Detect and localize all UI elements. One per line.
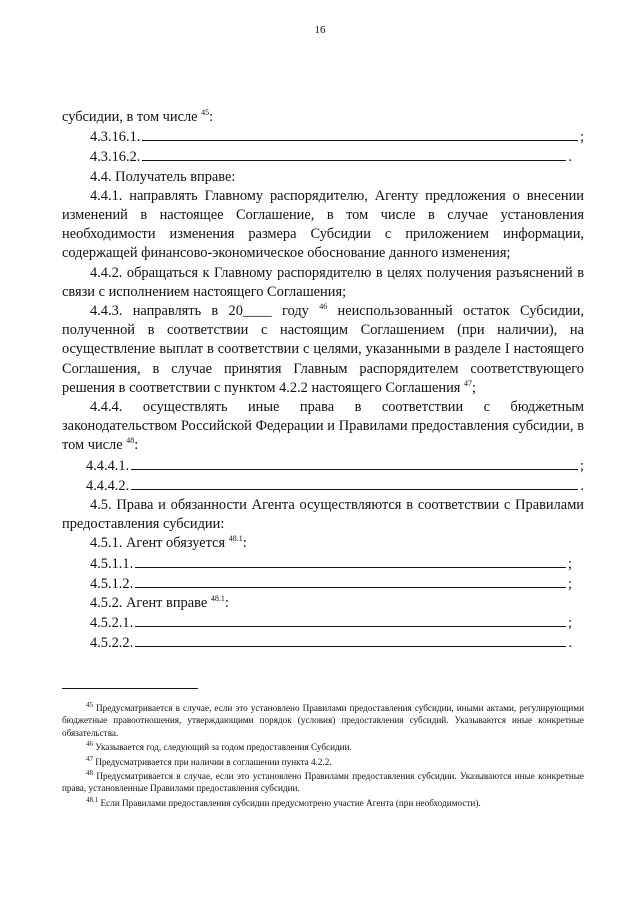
clause-4-5-2: 4.5.2. Агент вправе $^{48.1}$: (90, 594, 229, 612)
clause-4-4-4-2: 4.4.4.2. . (86, 477, 584, 494)
footnote-number: 48 (86, 769, 93, 778)
blank-line (135, 574, 566, 588)
footnote-separator (62, 688, 198, 689)
clause-4-5-1: 4.5.1. Агент обязуется $^{48.1}$: (90, 534, 247, 552)
footnote-number: 48.1 (86, 795, 99, 804)
blank-line (135, 613, 566, 627)
footnote-ref-48: 48 (126, 436, 135, 446)
footnote-number: 46 (86, 740, 93, 749)
clause-4-5-1-1: 4.5.1.1. ; (90, 555, 572, 572)
clause-4-5-1-2: 4.5.1.2. ; (90, 575, 572, 592)
footnote: $^{46}$ Указывается год, следующий за годом предоставления Субсидии. (86, 740, 352, 753)
footnote: $^{45}$ Предусматривается в случае, если это установлено Правилами предоставления субсидии, иными актами, регулирующими бюджетные правоотношения, утверждающими порядок (условия) предоставления субсидий. Указываются иные конкретные обязательства. (62, 701, 585, 738)
blank-line (142, 127, 578, 141)
blank-line (135, 554, 566, 568)
footnote-ref-48-1: 48.1 (210, 594, 225, 604)
footnote-number: 45 (86, 701, 93, 709)
footnote: $^{48.1}$ Если Правилами предоставления субсидии предусмотрено участие Агента (при необходимости). (86, 795, 481, 808)
clause-4-3-16-1: 4.3.16.1. ; (90, 129, 584, 146)
footnote-number: 47 (86, 754, 93, 763)
clause-4-4-3: 4.4.3. направлять в 20____ году $^{46}$ неиспользованный остаток Субсидии, полученной в соответствии с настоящим Соглашением (при наличии), на осуществление выплат в соответствии с целями, указанными в разделе I настоящего Соглашения, в случае принятия Главным распорядителем соответствующего решения в соответствии с пунктом 4.2.2 настоящего Соглашения $^{47}$; (62, 302, 584, 396)
clause-4-4-2: 4.4.2. обращаться к Главному распорядителю в целях получения разъяснений в связи с исполнением настоящего Соглашения; (62, 264, 584, 300)
clause-4-4-1: 4.4.1. направлять Главному распорядителю, Агенту предложения о внесении изменений в настоящее Соглашение, в том числе в случае установления необходимости изменения размера Субсидии с приложением информации, содержащей финансово-экономическое обоснование данного изменения; (62, 187, 584, 262)
clause-4-5-2-2: 4.5.2.2. . (90, 635, 572, 652)
page-number: 16 (314, 24, 326, 36)
blank-line (142, 147, 566, 161)
blank-line (131, 456, 578, 470)
blank-line (131, 476, 578, 490)
clause-4-5-2-1: 4.5.2.1. ; (90, 615, 572, 632)
blank-line (135, 633, 566, 647)
paragraph-subsidies: субсидии, в том числе $^{45}$: (62, 108, 214, 125)
footnote: $^{47}$ Предусматривается при наличии в соглашении пункта 4.2.2. (86, 754, 332, 767)
clause-4-4: 4.4. Получатель вправе: (90, 168, 236, 185)
clause-4-4-4-1: 4.4.4.1. ; (86, 457, 584, 474)
clause-4-5: 4.5. Права и обязанности Агента осуществляются в соответствии с Правилами предоставления субсидии: (62, 497, 584, 533)
clause-4-3-16-2: 4.3.16.2. . (90, 149, 572, 166)
footnote: $^{48}$ Предусматривается в случае, если это установлено Правилами предоставления субсидии. Указываются иные конкретные права, установленные Правилами предоставления субсидии. (62, 769, 585, 794)
footnote-ref-47: 47 (464, 378, 473, 388)
document-body (62, 108, 584, 654)
footnote-ref-45: 45 (201, 108, 210, 117)
footnotes (62, 702, 584, 811)
footnote-ref-48-1: 48.1 (228, 534, 243, 544)
footnote-ref-46: 46 (319, 302, 328, 312)
clause-4-4-4: 4.4.4. осуществлять иные права в соответствии с бюджетным законодательством Российской Федерации и Правилами предоставления субсидии, в том числе $^{48}$: (62, 399, 584, 454)
